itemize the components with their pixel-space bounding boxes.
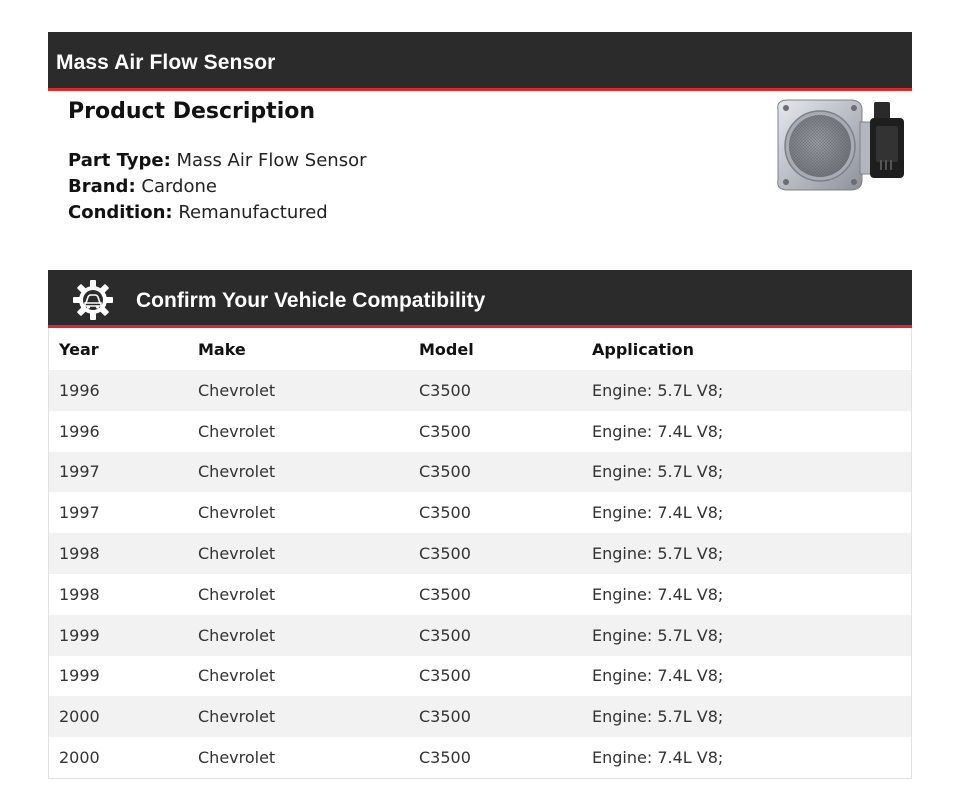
spec-label: Brand:: [68, 176, 136, 197]
cell-application: Engine: 7.4L V8;: [582, 411, 911, 452]
spec-condition: [68, 200, 748, 226]
table-row: [49, 696, 911, 737]
cell-make: Chevrolet: [188, 411, 409, 452]
cell-year: 1999: [49, 615, 188, 656]
cell-year: 1999: [49, 656, 188, 697]
cell-make: Chevrolet: [188, 492, 409, 533]
table-row: [49, 574, 911, 615]
product-description: [68, 96, 748, 226]
spec-list: [68, 148, 748, 226]
table-row: [49, 737, 911, 778]
table-row: [49, 533, 911, 574]
column-header-application: Application: [582, 328, 911, 370]
product-title-bar: [48, 32, 912, 91]
table-header-row: [49, 328, 911, 370]
cell-application: Engine: 5.7L V8;: [582, 370, 911, 411]
cell-model: C3500: [409, 737, 582, 778]
cell-model: C3500: [409, 452, 582, 493]
cell-make: Chevrolet: [188, 656, 409, 697]
cell-make: Chevrolet: [188, 533, 409, 574]
cell-model: C3500: [409, 574, 582, 615]
cell-model: C3500: [409, 615, 582, 656]
cell-year: 1998: [49, 574, 188, 615]
cell-year: 1996: [49, 411, 188, 452]
table-row: [49, 411, 911, 452]
cell-make: Chevrolet: [188, 574, 409, 615]
cell-year: 1998: [49, 533, 188, 574]
cell-application: Engine: 7.4L V8;: [582, 656, 911, 697]
product-title: Mass Air Flow Sensor: [56, 51, 276, 74]
cell-make: Chevrolet: [188, 615, 409, 656]
column-header-make: Make: [188, 328, 409, 370]
cell-year: 1997: [49, 452, 188, 493]
spec-value: Mass Air Flow Sensor: [176, 150, 367, 171]
cell-make: Chevrolet: [188, 452, 409, 493]
cell-model: C3500: [409, 370, 582, 411]
table-row: [49, 370, 911, 411]
mass-air-flow-sensor-image: [772, 96, 908, 196]
cell-make: Chevrolet: [188, 737, 409, 778]
spec-value: Remanufactured: [178, 202, 328, 223]
table-row: [49, 656, 911, 697]
cell-application: Engine: 5.7L V8;: [582, 533, 911, 574]
spec-brand: [68, 174, 748, 200]
compatibility-bar: [48, 270, 912, 328]
spec-label: Part Type:: [68, 150, 171, 171]
table-row: [49, 452, 911, 493]
cell-model: C3500: [409, 492, 582, 533]
cell-application: Engine: 7.4L V8;: [582, 492, 911, 533]
description-heading: Product Description: [68, 99, 316, 124]
cell-year: 2000: [49, 696, 188, 737]
cell-make: Chevrolet: [188, 696, 409, 737]
column-header-model: Model: [409, 328, 582, 370]
cell-model: C3500: [409, 533, 582, 574]
cell-application: Engine: 5.7L V8;: [582, 452, 911, 493]
compatibility-title: Confirm Your Vehicle Compatibility: [136, 289, 486, 312]
spec-value: Cardone: [141, 176, 217, 197]
cell-model: C3500: [409, 696, 582, 737]
cell-year: 1996: [49, 370, 188, 411]
cell-model: C3500: [409, 411, 582, 452]
table-row: [49, 492, 911, 533]
cell-application: Engine: 5.7L V8;: [582, 615, 911, 656]
cell-year: 1997: [49, 492, 188, 533]
cell-model: C3500: [409, 656, 582, 697]
cell-make: Chevrolet: [188, 370, 409, 411]
column-header-year: Year: [49, 328, 188, 370]
spec-part-type: [68, 148, 748, 174]
spec-label: Condition:: [68, 202, 173, 223]
cell-application: Engine: 5.7L V8;: [582, 696, 911, 737]
table-row: [49, 615, 911, 656]
compatibility-table: [48, 328, 912, 779]
cell-application: Engine: 7.4L V8;: [582, 737, 911, 778]
cell-year: 2000: [49, 737, 188, 778]
cell-application: Engine: 7.4L V8;: [582, 574, 911, 615]
